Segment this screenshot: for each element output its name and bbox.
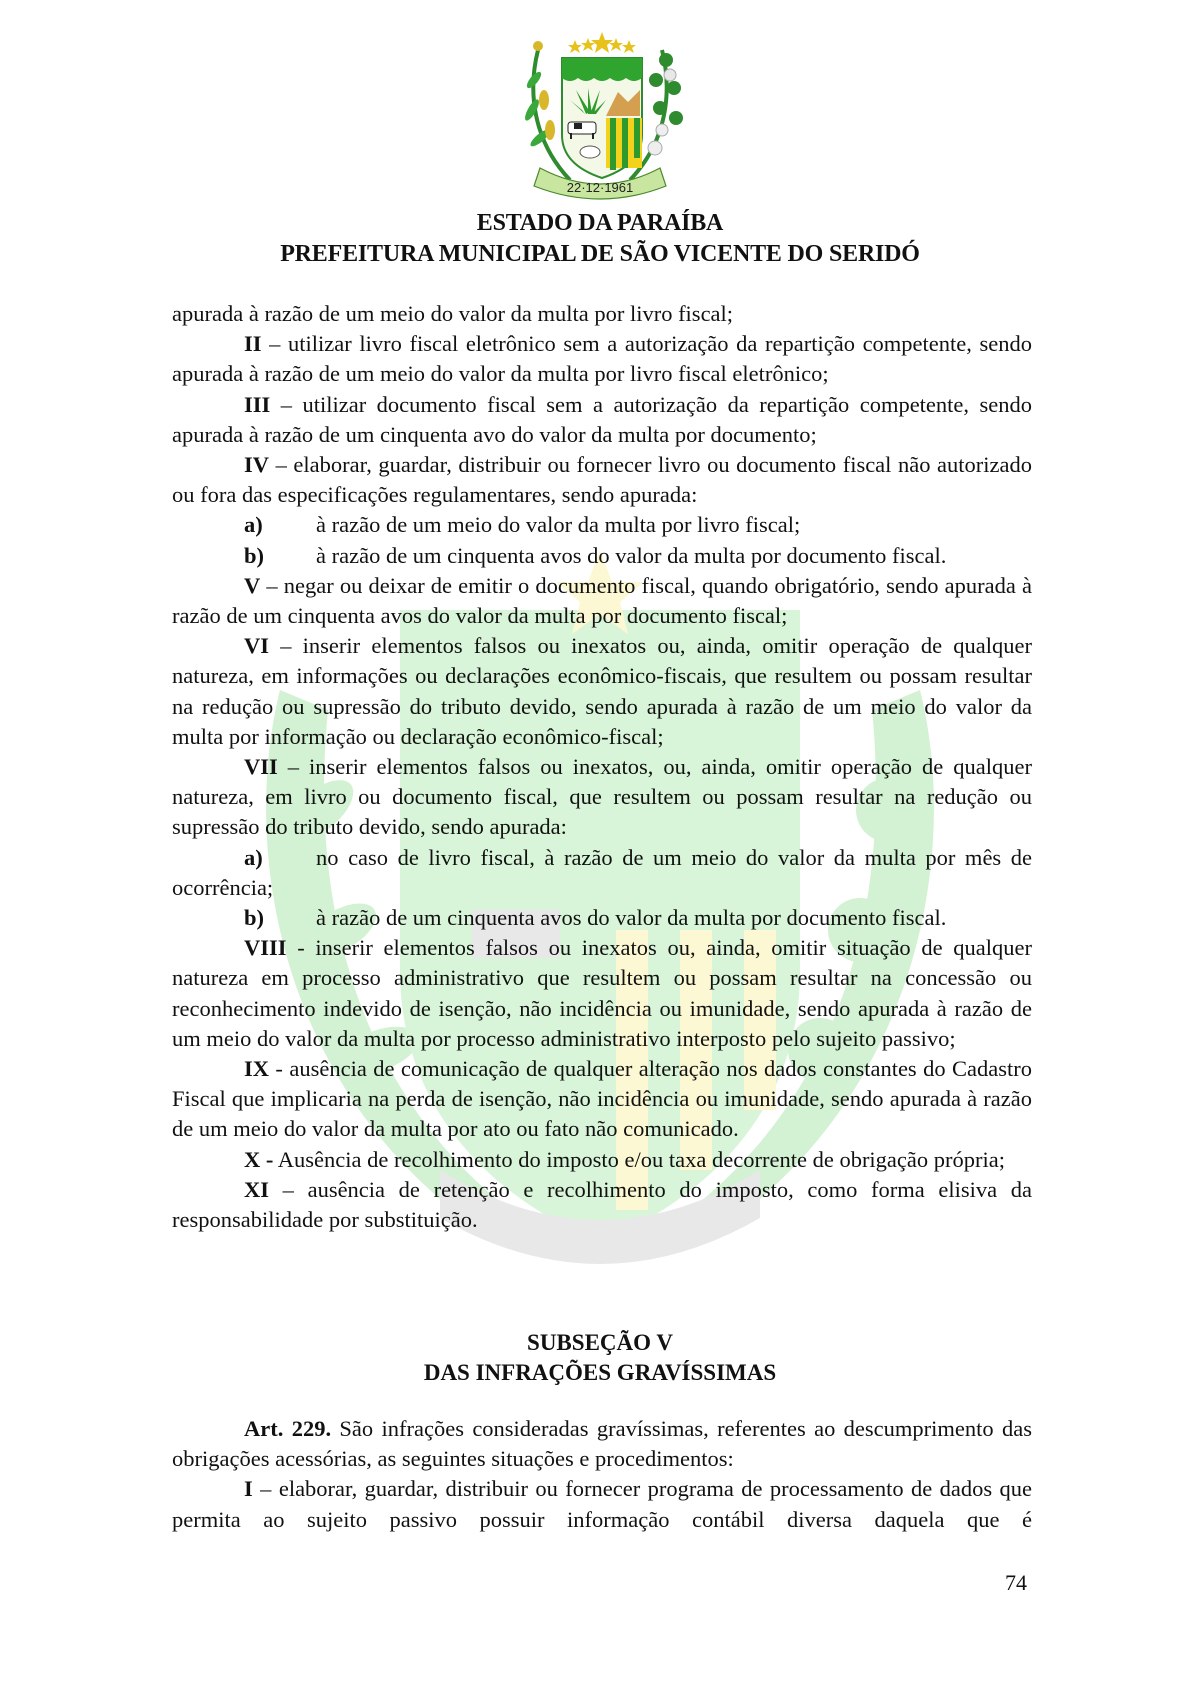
municipal-crest-icon xyxy=(510,30,690,200)
document-body xyxy=(172,299,1032,1235)
article-229 xyxy=(172,1414,1032,1535)
item-iv: IV – elaborar, guardar, distribuir ou fornecer livro ou documento fiscal não autorizado ou fora das especificações regulamentares, sendo apurada: xyxy=(172,452,1032,508)
item-x: X - Ausência de recolhimento do imposto e/ou taxa decorrente de obrigação própria; xyxy=(244,1146,1005,1172)
item-vii-b: b) à razão de um cinquenta avos do valor da multa por documento fiscal. xyxy=(244,905,947,931)
item-viii: VIII - inserir elementos falsos ou inexatos ou, ainda, omitir situação de qualquer natureza em processo administrativo que resultem ou possam resultar na concessão ou reconhecimento indevido de isenção, não incidência ou imunidade, sendo apurada à razão de um meio do valor da multa por processo administrativo interposto pelo sujeito passivo; xyxy=(172,935,1032,1051)
item-vi: VI – inserir elementos falsos ou inexatos ou, ainda, omitir operação de qualquer natureza, em informações ou declarações econômico-fiscais, que resultem ou possam resultar na redução ou supressão do tributo devido, sendo apurada à razão de um meio do valor da multa por informação ou declaração econômico-fiscal; xyxy=(172,633,1032,749)
state-name: ESTADO DA PARAÍBA xyxy=(476,210,724,236)
section-title xyxy=(0,1328,1200,1388)
crest-date: 22·12·1961 xyxy=(566,180,634,195)
article-229-item-i: I – elaborar, guardar, distribuir ou fornecer programa de processamento de dados que permita ao sujeito passivo possuir informação contábil diversa daquela que é xyxy=(172,1476,1033,1532)
continuation-paragraph: apurada à razão de um meio do valor da multa por livro fiscal; xyxy=(172,301,734,326)
item-vii-a: a) no caso de livro fiscal, à razão de um meio do valor da multa por mês de ocorrência; xyxy=(172,844,1032,900)
item-iv-a: a) à razão de um meio do valor da multa por livro fiscal; xyxy=(244,512,801,538)
item-ii: II – utilizar livro fiscal eletrônico sem a autorização da repartição competente, sendo apurada à razão de um meio do valor da multa por livro fiscal eletrônico; xyxy=(172,331,1033,387)
item-v: V – negar ou deixar de emitir o documento fiscal, quando obrigatório, sendo apurada à razão de um cinquenta avos do valor da multa por documento fiscal; xyxy=(172,572,1032,629)
page-number: 74 xyxy=(1005,1570,1027,1595)
document-header xyxy=(0,208,1200,270)
article-229-caput: Art. 229. São infrações consideradas gravíssimas, referentes ao descumprimento das obrigações acessórias, as seguintes situações e procedimentos: xyxy=(172,1416,1032,1472)
item-ix: IX - ausência de comunicação de qualquer alteração nos dados constantes do Cadastro Fiscal que implicaria na perda de isenção, não incidência ou imunidade, sendo apurada à razão de um meio do valor da multa por ato ou fato não comunicado. xyxy=(172,1056,1032,1142)
item-iii: III – utilizar documento fiscal sem a autorização da repartição competente, sendo apurada à razão de um cinquenta avo do valor da multa por documento; xyxy=(172,391,1032,447)
item-xi: XI – ausência de retenção e recolhimento do imposto, como forma elisiva da responsabilidade por substituição. xyxy=(172,1176,1033,1233)
item-iv-b: b) à razão de um cinquenta avos do valor da multa por documento fiscal. xyxy=(244,542,947,568)
item-vii: VII – inserir elementos falsos ou inexatos, ou, ainda, omitir operação de qualquer natureza, em livro ou documento fiscal, que resultem ou possam resultar na redução ou supressão do tributo devido, sendo apurada: xyxy=(172,754,1032,840)
municipality-name: PREFEITURA MUNICIPAL DE SÃO VICENTE DO SERIDÓ xyxy=(280,241,920,267)
subsection-name: DAS INFRAÇÕES GRAVÍSSIMAS xyxy=(423,1360,777,1385)
subsection-number: SUBSEÇÃO V xyxy=(527,1330,673,1355)
